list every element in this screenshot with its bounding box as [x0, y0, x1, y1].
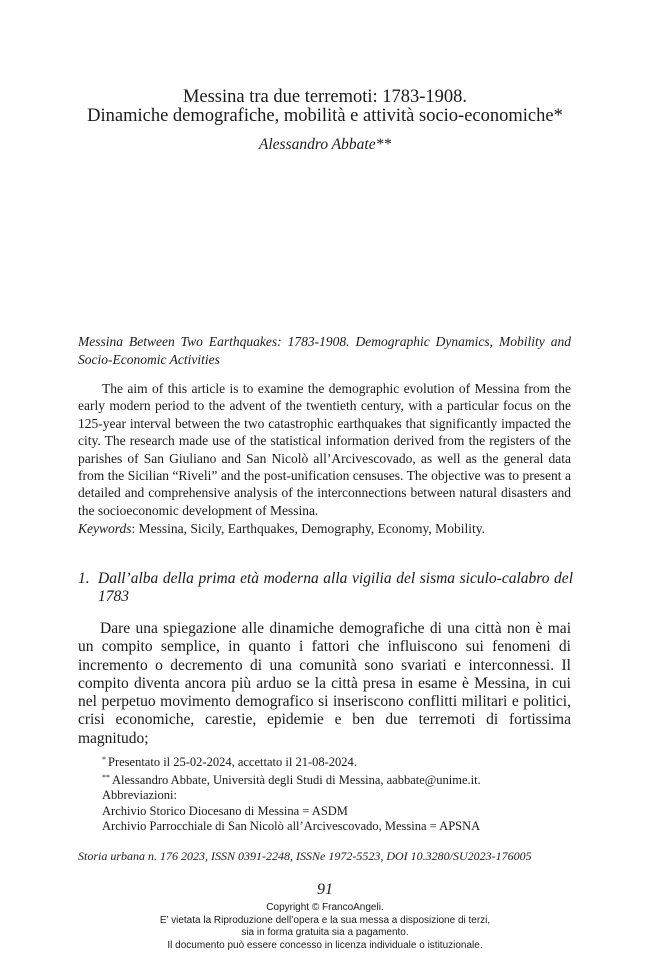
copyright-line-3: sia in forma gratuita sia a pagamento. [241, 927, 409, 938]
section-number: 1. [78, 570, 90, 587]
article-title [60, 88, 590, 126]
footnotes [102, 752, 572, 834]
abstract-title: Messina Between Two Earthquakes: 1783-1908. Demographic Dynamics, Mobility and Socio-Economic Activities [78, 334, 571, 367]
abbreviations-heading: Abbreviazioni: [102, 788, 177, 803]
section-title: Dall’alba della prima età moderna alla vigilia del sisma siculo-calabro del 1783 [98, 570, 573, 605]
copyright-line-2: E’ vietata la Riproduzione dell’opera e la sua messa a disposizione di terzi, [159, 914, 491, 926]
abbreviation-asdm: Archivio Storico Diocesano di Messina = ASDM [102, 803, 348, 818]
body-paragraph: Dare una spiegazione alle dinamiche demografiche di una città non è mai un compito semplice, in quanto i fattori che influiscono sui fenomeni di incremento o decremento di una comunità sono svariati e interconnessi. Il compito diventa ancora più arduo se la città presa in esame è Messina, in cui nel perpetuo movimento demografico si inseriscono conflitti militari e politici, crisi economiche, carestie, epidemie e ben due terremoti di fortissima magnitudo; [78, 620, 571, 747]
copyright-line-1: Copyright © FrancoAngeli. [266, 902, 384, 913]
article-title-line2: Dinamiche demografiche, mobilità e attività socio-economiche* [87, 106, 563, 126]
keywords [78, 520, 571, 537]
footnote-1 [102, 752, 572, 770]
footnote-text-2: Alessandro Abbate, Università degli Studi di Messina, aabbate@unime.it. [112, 773, 481, 788]
page-number: 91 [317, 881, 333, 898]
footnote-mark-1: * [102, 755, 106, 764]
copyright-line-4: Il documento può essere concesso in licenza individuale o istituzionale. [167, 939, 483, 951]
keywords-list: : Messina, Sicily, Earthquakes, Demography, Economy, Mobility. [131, 521, 485, 536]
article-title-line1: Messina tra due terremoti: 1783-1908. [182, 87, 468, 107]
keywords-label: Keywords [78, 521, 132, 536]
journal-reference: Storia urbana n. 176 2023, ISSN 0391-2248, ISSNe 1972-5523, DOI 10.3280/SU2023-176005 [78, 849, 532, 863]
copyright-notice [0, 902, 650, 952]
section-heading [78, 570, 573, 605]
footnote-2 [102, 770, 572, 788]
article-author: Alessandro Abbate** [258, 136, 392, 153]
footnote-text-1: Presentato il 25-02-2024, accettato il 21-08-2024. [108, 755, 357, 769]
abbreviation-apsna: Archivio Parrocchiale di San Nicolò all’Arcivescovado, Messina = APSNA [102, 818, 481, 833]
footnote-mark-2: ** [102, 773, 110, 783]
abstract-text: The aim of this article is to examine the demographic evolution of Messina from the early modern period to the advent of the twentieth century, with a particular focus on the 125-year interval between the two catastrophic earthquakes that significantly impacted the city. The research made use of the statistical information derived from the registers of the parishes of San Giuliano and San Nicolò all’Arcivescovado, as well as the general data from the Sicilian “Riveli” and the post-unification censuses. The objective was to present a detailed and comprehensive analysis of the interconnections between natural disasters and the socioeconomic development of Messina. [78, 381, 571, 518]
